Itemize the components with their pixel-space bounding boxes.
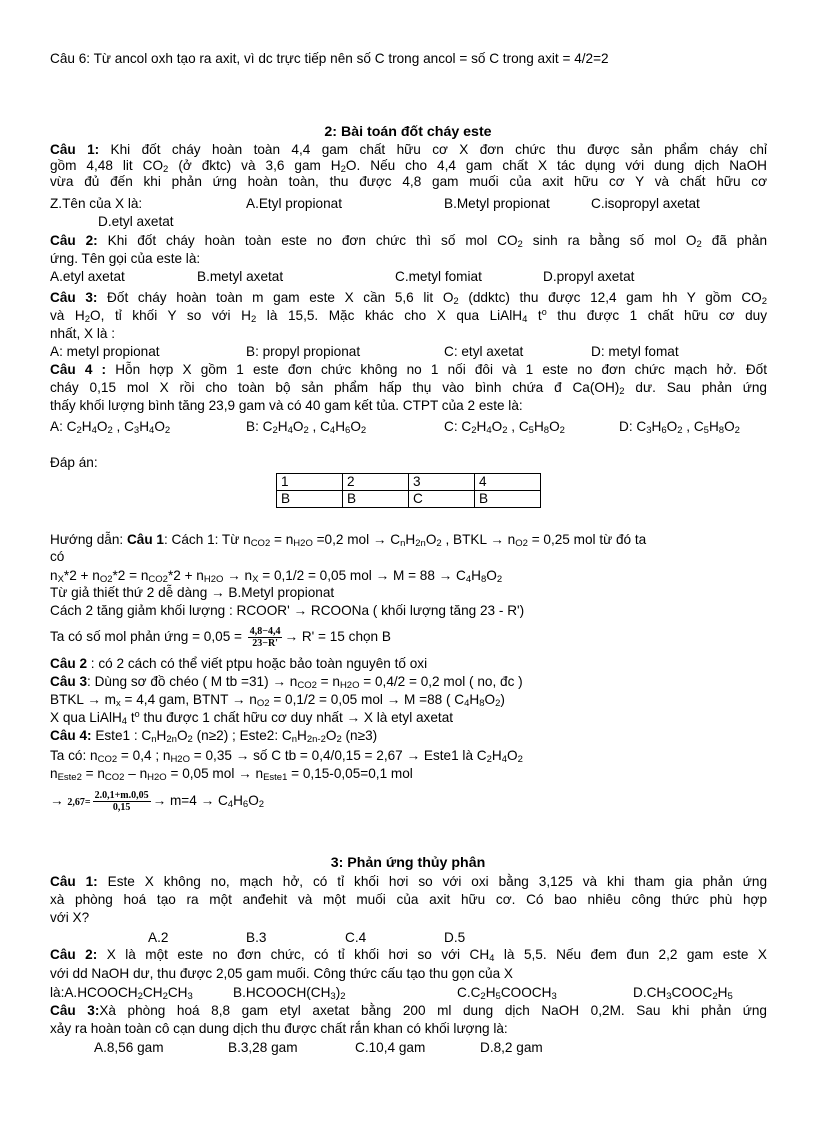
s3-q3-line1: Câu 3:Xà phòng hoá 8,8 gam etyl axetat bằng 200 ml dung dịch NaOH 0,2M. Sau khi phản ứng <box>50 1003 767 1018</box>
guide-cau2: Câu 2 : có 2 cách có thể viết ptpu hoặc bảo toàn nguyên tố oxi <box>50 656 428 671</box>
s3-q3-line2: xảy ra hoàn toàn cô cạn dung dịch thu được chất rắn khan có khối lượng là: <box>50 1021 508 1036</box>
s3-q2-option-a: $là:A.HCOOCH_2CH_2CH_3$ <box>50 985 193 1002</box>
s2-q1-line1: Câu 1: Khi đốt cháy hoàn toàn 4,4 gam chất hữu cơ X đơn chức thu được sản phẩm cháy chỉ <box>50 142 767 157</box>
s2-q2-line2: ứng. Tên gọi của este là: <box>50 251 201 266</box>
guide-line3: $n_X*2 + n_{O2}*2 = n_{CO2}*2 + n_{H2O} \to n_X = 0,1/2 = 0,05$ mol → $M = 88 \to C_4H_8O_2$ <box>50 568 503 585</box>
answer-cell: B <box>277 491 343 508</box>
s2-q2-option-d: D.propyl axetat <box>543 269 635 284</box>
s3-q3-option-b: B.3,28 gam <box>228 1040 298 1055</box>
guide-cau3-line2: BTKL → $m_x = 4,4$ gam, BTNT → $n_{O2} = 0,1/2 = 0,05$ mol → M =88 ( $C_4H_8O_2$) <box>50 692 505 709</box>
s2-q3-option-d: D: metyl fomat <box>591 344 679 359</box>
guide-cau4-line2: Ta có: $n_{CO2} = 0,4$ ; $n_{H2O} = 0,35$ → số C tb = 0,4/0,15 = 2,67 → Este1 là $C_2H_4O_2$ <box>50 748 523 765</box>
guide-line1: Hướng dẫn: Câu 1: Cách 1: Từ $n_{CO2} = n_{H2O} =0,2$ mol → $C_nH_{2n}O_2$ , BTKL → $n_{O2} = 0,25$ mol từ đó ta <box>50 532 647 549</box>
s3-q2-option-d: $D.CH_3COOC_2H_5$ <box>633 985 733 1002</box>
guide-cau4-line3: $n_{Este2} = n_{CO2} - n_{H2O} = 0,05$ mol → $n_{Este1} = 0,15-0,05=0,1$ mol <box>50 766 413 783</box>
s3-q2-line2: với dd NaOH dư, thu được 2,05 gam muối. Công thức cấu tạo thu gọn của X <box>50 966 514 981</box>
answer-row-numbers <box>277 474 541 491</box>
s3-q1-line2: xà phòng hoá tạo ra một anđehit và một muối của axit hữu cơ. Có bao nhiêu công thức phù hợp <box>50 892 767 907</box>
s2-q3-option-c: C: etyl axetat <box>444 344 524 359</box>
s3-q1-option-a: A.2 <box>148 930 169 945</box>
s3-q2-option-b: $B.HCOOCH(CH_3)_2$ <box>233 985 346 1002</box>
answer-label: Đáp án: <box>50 455 98 470</box>
guide-cau4-line4: → 2,67= $\frac{2.0,1+m.0,05}{0,15}$ → $m=4 \to C_4H_6O_2$ <box>50 790 265 813</box>
s3-q3-option-d: D.8,2 gam <box>480 1040 543 1055</box>
s2-q4-line3: thấy khối lượng bình tăng 23,9 gam và có 40 gam kết tủa. CTPT của 2 este là: <box>50 398 523 413</box>
s2-q2-option-b: B.metyl axetat <box>197 269 284 284</box>
s2-q3-line2: và $H_2O$, tỉ khối Y so với $H_2$ là 15,5. Mặc khác cho X qua LiAlH$_4$ $t^o$ thu được 1 chất hữu cơ duy <box>50 307 768 325</box>
section-3-title: 3: Phản ứng thủy phân <box>330 855 486 871</box>
s2-q3-line1: Câu 3: Đốt cháy hoàn toàn m gam este X cần 5,6 lit $O_2$ (ddktc) thu được 12,4 gam hh Y gồm $CO_2$ <box>50 290 768 307</box>
s2-q2-option-c: C.metyl fomiat <box>395 269 482 284</box>
answer-cell: B <box>475 491 541 508</box>
answer-cell: 1 <box>277 474 343 491</box>
section-2-title: 2: Bài toán đốt cháy este <box>324 124 492 140</box>
s3-q1-option-d: D.5 <box>444 930 466 945</box>
answer-cell: 3 <box>409 474 475 491</box>
s3-q3-option-a: A.8,56 gam <box>94 1040 164 1055</box>
answer-row-letters <box>277 491 541 508</box>
s2-q1-option-a: A.Etyl propionat <box>246 196 342 211</box>
s2-q4-line2: cháy 0,15 mol X rồi cho toàn bộ sản phẩm hấp thụ vào bình chứa đ $Ca(OH)_2$ dư. Sau phản ứng <box>50 380 767 397</box>
s2-q1-option-c: C.isopropyl axetat <box>591 196 700 211</box>
s2-q4-option-d: D: $C_3H_6O_2$ , $C_5H_8O_2$ <box>619 419 740 436</box>
s2-q2-line1: Câu 2: Khi đốt cháy hoàn toàn este no đơn chức thì số mol $CO_2$ sinh ra bằng số mol $O_2$ đã phản <box>50 233 768 250</box>
s2-q4-option-a: A: $C_2H_4O_2$ , $C_3H_4O_2$ <box>50 419 171 436</box>
s2-q4-option-b: B: $C_2H_4O_2$ , $C_4H_6O_2$ <box>246 419 367 436</box>
s2-q3-option-a: A: metyl propionat <box>50 344 160 359</box>
guide-line5: Cách 2 tăng giảm khối lượng : RCOOR' → RCOONa ( khối lượng tăng 23 - R') <box>50 603 525 618</box>
s2-q4-option-c: C: $C_2H_4O_2$ , $C_5H_8O_2$ <box>444 419 565 436</box>
answer-table <box>276 473 541 508</box>
s2-q2-option-a: A.etyl axetat <box>50 269 125 284</box>
fraction-2: $\frac{2.0,1+m.0,05}{0,15}$ <box>94 790 149 813</box>
s3-q2-line1: Câu 2: X là một este no đơn chức, có tỉ khối hơi so với $CH_4$ là 5,5. Nếu đem đun 2,2 gam este X <box>50 947 767 964</box>
s2-q1-line4: Z.Tên của X là: <box>50 196 143 211</box>
answer-cell: C <box>409 491 475 508</box>
answer-cell: 2 <box>343 474 409 491</box>
s3-q1-line3: với X? <box>50 910 90 925</box>
fraction-1: $\frac{4,8-4,4}{23-R'}$ <box>249 626 281 649</box>
intro-line: Câu 6: Từ ancol oxh tạo ra axit, vì dc trực tiếp nên số C trong ancol = số C trong axit = 4/2=2 <box>50 51 609 66</box>
s2-q1-option-d: D.etyl axetat <box>98 214 174 229</box>
s2-q3-option-b: B: propyl propionat <box>246 344 361 359</box>
s2-q1-line3: vừa đủ đến khi phản ứng hoàn toàn, thu được 4,8 gam muối của axit hữu cơ Y và chất hữu cơ <box>50 174 767 189</box>
s2-q4-line1: Câu 4 : Hỗn hợp X gồm 1 este đơn chức không no 1 nối đôi và 1 este no đơn chức mạch hở. Đốt <box>50 362 767 377</box>
answer-cell: 4 <box>475 474 541 491</box>
s3-q3-option-c: C.10,4 gam <box>355 1040 426 1055</box>
guide-cau3-line1: Câu 3: Dùng sơ đồ chéo ( M tb $=31) \to n_{CO2} = n_{H2O} = 0,4/2 = 0,2$ mol ( no, đc ) <box>50 674 523 691</box>
s3-q2-option-c: $C.C_2H_5COOCH_3$ <box>457 985 557 1002</box>
s3-q1-line1: Câu 1: Este X không no, mạch hở, có tỉ khối hơi so với oxi bằng 3,125 và khi tham gia phản ứng <box>50 874 768 889</box>
s2-q3-line3: nhất, X là : <box>50 326 115 341</box>
guide-line6: Ta có số mol phản ứng = 0,05 = $\frac{4,8-4,4}{23-R'}$ → R' = 15 chọn B <box>50 626 391 649</box>
guide-line4: Từ giả thiết thứ 2 dễ dàng → B.Metyl propionat <box>50 585 335 600</box>
guide-line2: có <box>50 549 65 564</box>
s3-q1-option-b: B.3 <box>246 930 267 945</box>
guide-cau3-line3: X qua LiAlH$_4$ $t^o$ thu được 1 chất hữu cơ duy nhất → X là etyl axetat <box>50 709 454 727</box>
s3-q1-option-c: C.4 <box>345 930 367 945</box>
guide-cau4-line1: Câu 4: Este1 : $C_nH_{2n}O_2$ (n≥2) ; Este2: $C_nH_{2n-2}O_2$ (n≥3) <box>50 728 378 745</box>
s2-q1-option-b: B.Metyl propionat <box>444 196 550 211</box>
s2-q1-line2: gồm 4,48 lit $CO_2$ (ở đktc) và 3,6 gam $H_2O$. Nếu cho 4,4 gam chất X tác dụng với dung dịch NaOH <box>50 158 767 175</box>
answer-cell: B <box>343 491 409 508</box>
